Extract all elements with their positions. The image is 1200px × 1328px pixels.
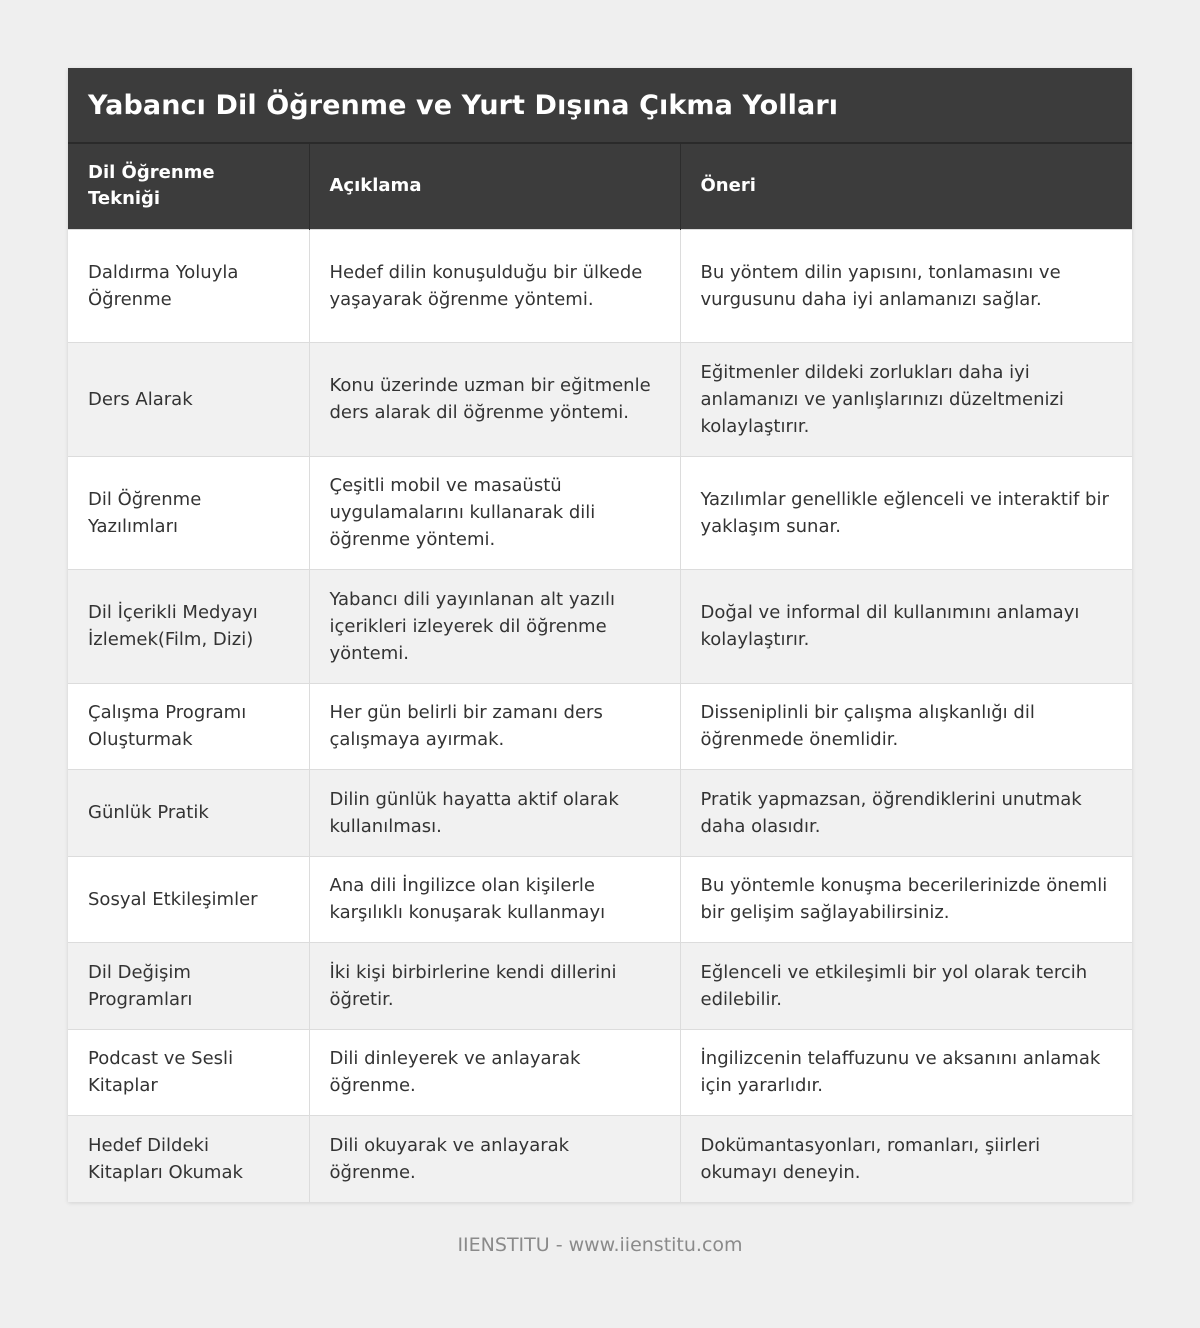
technique-cell: Ders Alarak bbox=[68, 343, 309, 457]
column-header-recommendation: Öneri bbox=[680, 144, 1132, 229]
table-card bbox=[68, 68, 1132, 1202]
technique-cell: Daldırma Yoluyla Öğrenme bbox=[68, 229, 309, 343]
table-row bbox=[68, 770, 1132, 857]
footer-credit: IIENSTITU - www.iienstitu.com bbox=[457, 1234, 743, 1256]
recommendation-cell: Eğlenceli ve etkileşimli bir yol olarak tercih edilebilir. bbox=[680, 943, 1132, 1030]
table-row bbox=[68, 1116, 1132, 1203]
table-row bbox=[68, 456, 1132, 570]
description-cell: Çeşitli mobil ve masaüstü uygulamalarını kullanarak dili öğrenme yöntemi. bbox=[309, 456, 680, 570]
technique-cell: Dil Öğrenme Yazılımları bbox=[68, 456, 309, 570]
recommendation-cell: Disseniplinli bir çalışma alışkanlığı dil öğrenmede önemlidir. bbox=[680, 683, 1132, 770]
table-row bbox=[68, 570, 1132, 684]
table-row bbox=[68, 1029, 1132, 1116]
page-title: Yabancı Dil Öğrenme ve Yurt Dışına Çıkma Yolları bbox=[88, 89, 839, 121]
recommendation-cell: Bu yöntem dilin yapısını, tonlamasını ve vurgusunu daha iyi anlamanızı sağlar. bbox=[680, 229, 1132, 343]
recommendation-cell: İngilizcenin telaffuzunu ve aksanını anlamak için yararlıdır. bbox=[680, 1029, 1132, 1116]
table-row bbox=[68, 943, 1132, 1030]
recommendation-cell: Dokümantasyonları, romanları, şiirleri okumayı deneyin. bbox=[680, 1116, 1132, 1203]
table-row bbox=[68, 683, 1132, 770]
description-cell: Hedef dilin konuşulduğu bir ülkede yaşayarak öğrenme yöntemi. bbox=[309, 229, 680, 343]
column-header-technique: Dil Öğrenme Tekniği bbox=[68, 144, 309, 229]
recommendation-cell: Bu yöntemle konuşma becerilerinizde önemli bir gelişim sağlayabilirsiniz. bbox=[680, 856, 1132, 943]
description-cell: Dilin günlük hayatta aktif olarak kullanılması. bbox=[309, 770, 680, 857]
column-header-description: Açıklama bbox=[309, 144, 680, 229]
technique-cell: Dil Değişim Programları bbox=[68, 943, 309, 1030]
technique-cell: Dil İçerikli Medyayı İzlemek(Film, Dizi) bbox=[68, 570, 309, 684]
technique-cell: Sosyal Etkileşimler bbox=[68, 856, 309, 943]
table-row bbox=[68, 343, 1132, 457]
data-table bbox=[68, 144, 1132, 1202]
table-header bbox=[68, 144, 1132, 229]
description-cell: Yabancı dili yayınlanan alt yazılı içerikleri izleyerek dil öğrenme yöntemi. bbox=[309, 570, 680, 684]
table-row bbox=[68, 856, 1132, 943]
description-cell: Dili okuyarak ve anlayarak öğrenme. bbox=[309, 1116, 680, 1203]
table-row bbox=[68, 229, 1132, 343]
technique-cell: Hedef Dildeki Kitapları Okumak bbox=[68, 1116, 309, 1203]
title-bar bbox=[68, 68, 1132, 144]
technique-cell: Günlük Pratik bbox=[68, 770, 309, 857]
recommendation-cell: Pratik yapmazsan, öğrendiklerini unutmak daha olasıdır. bbox=[680, 770, 1132, 857]
description-cell: Dili dinleyerek ve anlayarak öğrenme. bbox=[309, 1029, 680, 1116]
recommendation-cell: Doğal ve informal dil kullanımını anlamayı kolaylaştırır. bbox=[680, 570, 1132, 684]
recommendation-cell: Eğitmenler dildeki zorlukları daha iyi anlamanızı ve yanlışlarınızı düzeltmenizi kolaylaştırır. bbox=[680, 343, 1132, 457]
description-cell: Konu üzerinde uzman bir eğitmenle ders alarak dil öğrenme yöntemi. bbox=[309, 343, 680, 457]
technique-cell: Podcast ve Sesli Kitaplar bbox=[68, 1029, 309, 1116]
table-body bbox=[68, 229, 1132, 1202]
recommendation-cell: Yazılımlar genellikle eğlenceli ve interaktif bir yaklaşım sunar. bbox=[680, 456, 1132, 570]
description-cell: İki kişi birbirlerine kendi dillerini öğretir. bbox=[309, 943, 680, 1030]
technique-cell: Çalışma Programı Oluşturmak bbox=[68, 683, 309, 770]
description-cell: Her gün belirli bir zamanı ders çalışmaya ayırmak. bbox=[309, 683, 680, 770]
description-cell: Ana dili İngilizce olan kişilerle karşılıklı konuşarak kullanmayı bbox=[309, 856, 680, 943]
